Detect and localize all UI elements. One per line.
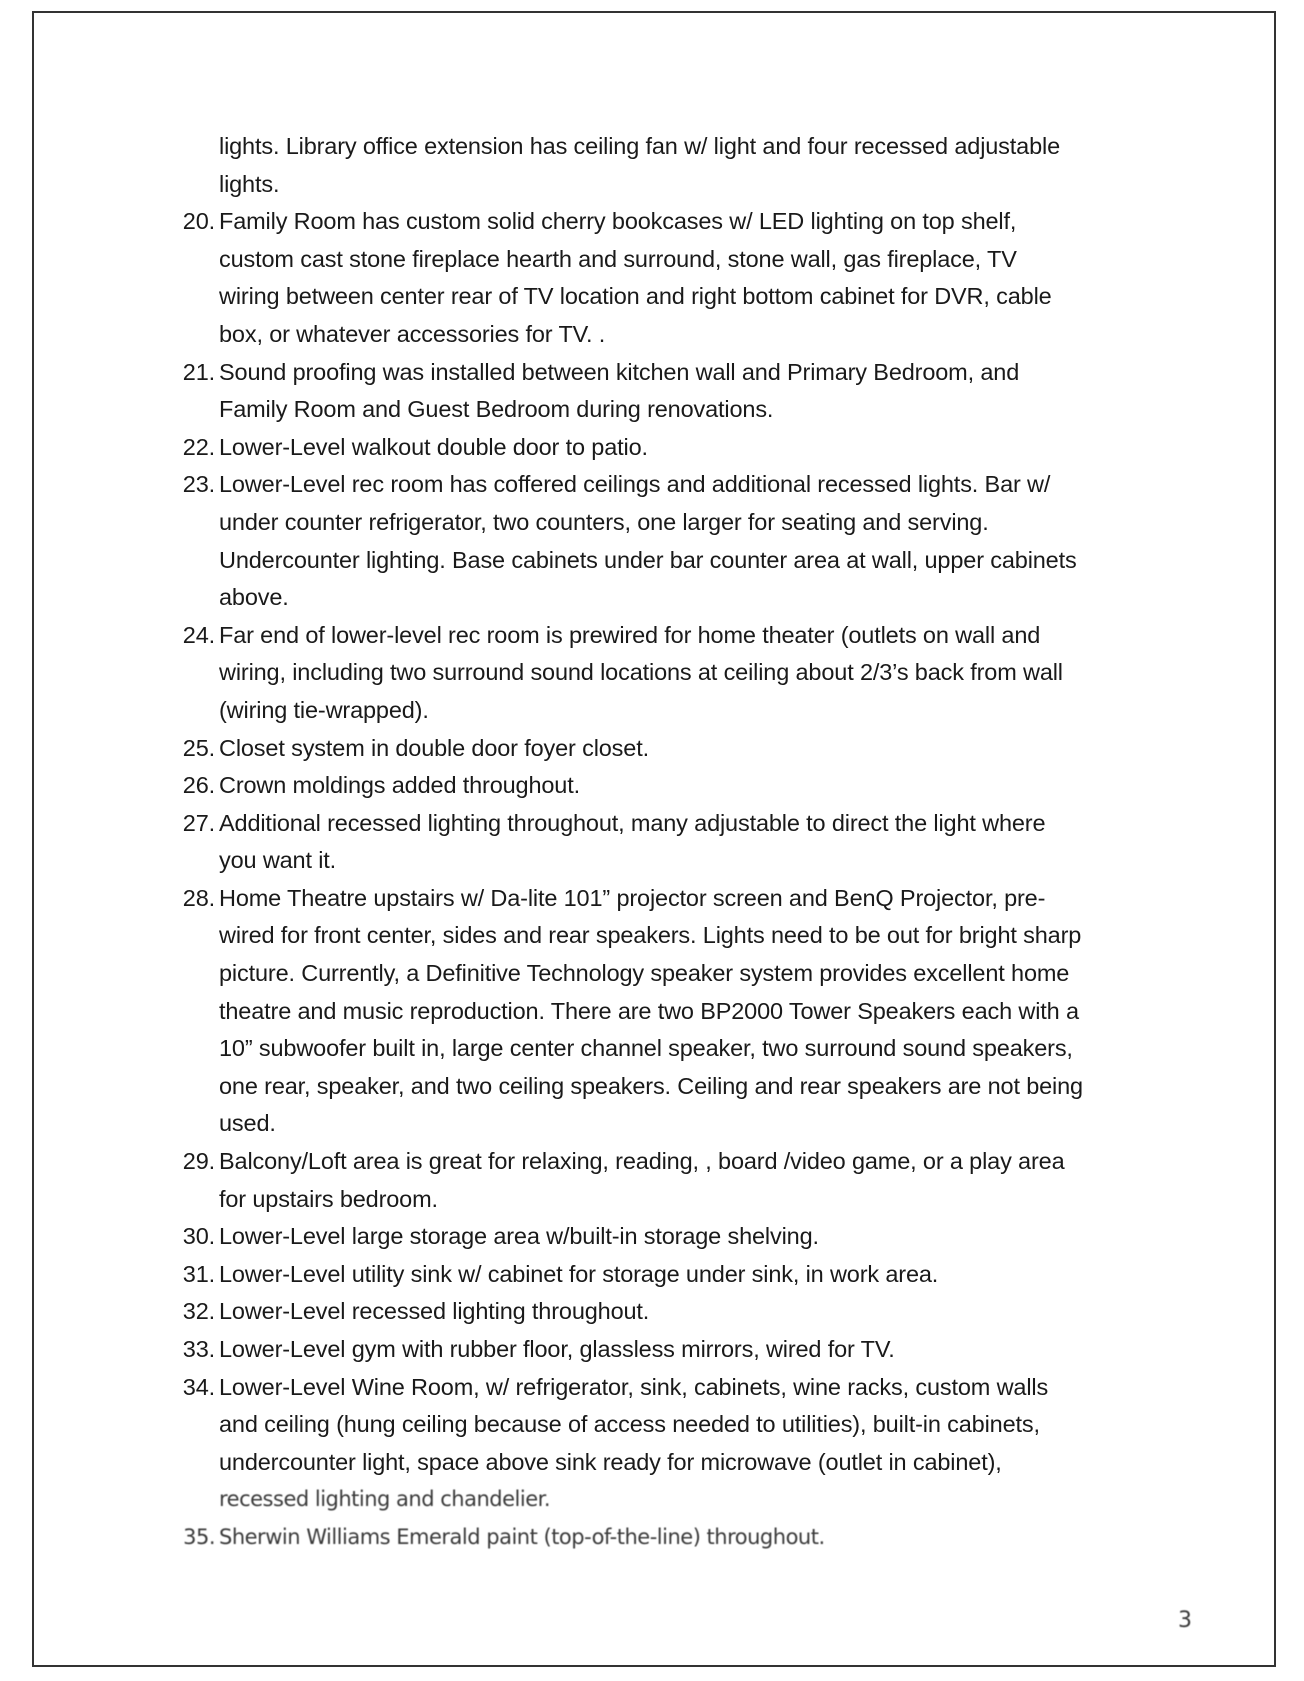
list-item-line: Lower-Level large storage area w/built-in storage shelving. xyxy=(219,1223,819,1250)
list-item-line: wiring between center rear of TV location and right bottom cabinet for DVR, cable xyxy=(219,283,1052,310)
list-item-line: Lower-Level rec room has coffered ceilings and additional recessed lights. Bar w/ xyxy=(219,471,1051,498)
list-item-continuation xyxy=(34,128,1278,203)
list-item-line: box, or whatever accessories for TV. . xyxy=(219,320,606,347)
list-item-number: 27. xyxy=(182,809,215,836)
list-item-line: one rear, speaker, and two ceiling speakers. Ceiling and rear speakers are not being xyxy=(219,1072,1083,1099)
list-item-28 xyxy=(34,880,1278,1143)
list-item-21 xyxy=(34,354,1278,429)
list-item-line: 10” subwoofer built in, large center channel speaker, two surround sound speakers, xyxy=(219,1035,1073,1062)
list-item-line: wired for front center, sides and rear speakers. Lights need to be out for bright sharp xyxy=(219,922,1082,949)
page-number: 3 xyxy=(1178,1608,1192,1633)
list-item-number: 24. xyxy=(182,621,215,648)
list-item-line: lights. xyxy=(219,170,280,197)
list-item-number: 23. xyxy=(182,471,215,498)
list-item-27 xyxy=(34,805,1278,880)
list-item-number: 21. xyxy=(182,358,215,385)
list-item-line: custom cast stone fireplace hearth and surround, stone wall, gas fireplace, TV xyxy=(219,245,1017,272)
list-item-line: used. xyxy=(219,1110,276,1137)
list-item-line: and ceiling (hung ceiling because of access needed to utilities), built-in cabinets, xyxy=(219,1411,1040,1438)
list-item-line: recessed lighting and chandelier. xyxy=(219,1487,550,1512)
list-item-33 xyxy=(34,1331,1278,1369)
list-item-line: Home Theatre upstairs w/ Da-lite 101” projector screen and BenQ Projector, pre- xyxy=(219,884,1046,911)
list-item-line: Lower-Level recessed lighting throughout. xyxy=(219,1298,650,1325)
list-item-line: Far end of lower-level rec room is prewired for home theater (outlets on wall and xyxy=(219,621,1041,648)
list-item-line: Family Room has custom solid cherry bookcases w/ LED lighting on top shelf, xyxy=(219,208,1017,235)
list-item-line: for upstairs bedroom. xyxy=(219,1185,438,1212)
list-item-line: (wiring tie-wrapped). xyxy=(219,696,429,723)
list-item-line: lights. Library office extension has ceiling fan w/ light and four recessed adjustable xyxy=(219,133,1060,159)
list-item-line: Additional recessed lighting throughout, many adjustable to direct the light where xyxy=(219,809,1046,836)
list-item-number: 30. xyxy=(182,1223,215,1250)
list-item-line: Sound proofing was installed between kitchen wall and Primary Bedroom, and xyxy=(219,358,1020,385)
list-item-23 xyxy=(34,466,1278,616)
list-item-number: 20. xyxy=(182,208,215,235)
list-item-line: undercounter light, space above sink ready for microwave (outlet in cabinet), xyxy=(219,1448,1002,1475)
list-item-line: Crown moldings added throughout. xyxy=(219,772,580,799)
list-item-line: under counter refrigerator, two counters, one larger for seating and serving. xyxy=(219,508,989,535)
feature-list xyxy=(34,128,1278,1557)
list-item-line: Undercounter lighting. Base cabinets under bar counter area at wall, upper cabinets xyxy=(219,546,1077,573)
list-item-number: 26. xyxy=(182,772,215,799)
list-item-line: you want it. xyxy=(219,847,337,874)
list-item-number: 29. xyxy=(182,1148,215,1175)
list-item-line: Lower-Level Wine Room, w/ refrigerator, sink, cabinets, wine racks, custom walls xyxy=(219,1373,1049,1400)
list-item-number: 33. xyxy=(182,1336,215,1362)
list-item-34 xyxy=(34,1369,1278,1519)
list-item-number: 35. xyxy=(183,1524,215,1549)
list-item-line: Lower-Level walkout double door to patio. xyxy=(219,433,648,460)
list-item-35 xyxy=(34,1519,1278,1557)
list-item-number: 22. xyxy=(182,433,215,460)
list-item-line: picture. Currently, a Definitive Technology speaker system provides excellent home xyxy=(219,960,1070,987)
list-item-line: Sherwin Williams Emerald paint (top-of-the-line) throughout. xyxy=(219,1524,825,1549)
list-item-line: Balcony/Loft area is great for relaxing, reading, , board /video game, or a play area xyxy=(219,1148,1065,1175)
document-page xyxy=(32,11,1276,1667)
list-item-line: theatre and music reproduction. There are two BP2000 Tower Speakers each with a xyxy=(219,997,1079,1024)
list-item-line: Lower-Level gym with rubber floor, glassless mirrors, wired for TV. xyxy=(219,1336,895,1362)
list-item-line: Closet system in double door foyer closet. xyxy=(219,734,649,761)
list-item-20 xyxy=(34,203,1278,353)
list-item-32 xyxy=(34,1293,1278,1331)
list-item-22 xyxy=(34,429,1278,467)
list-item-line: above. xyxy=(219,584,289,611)
list-item-31 xyxy=(34,1256,1278,1294)
list-item-number: 28. xyxy=(182,884,215,911)
list-item-30 xyxy=(34,1218,1278,1256)
list-item-line: Lower-Level utility sink w/ cabinet for storage under sink, in work area. xyxy=(219,1260,939,1287)
list-item-number: 32. xyxy=(182,1298,215,1325)
list-item-number: 25. xyxy=(182,734,215,761)
list-item-number: 34. xyxy=(182,1373,215,1400)
list-item-29 xyxy=(34,1143,1278,1218)
list-item-24 xyxy=(34,617,1278,730)
list-item-line: Family Room and Guest Bedroom during renovations. xyxy=(219,396,774,423)
list-item-line: wiring, including two surround sound locations at ceiling about 2/3’s back from wall xyxy=(219,659,1063,686)
list-item-26 xyxy=(34,767,1278,805)
list-item-25 xyxy=(34,730,1278,768)
list-item-number: 31. xyxy=(182,1260,215,1287)
